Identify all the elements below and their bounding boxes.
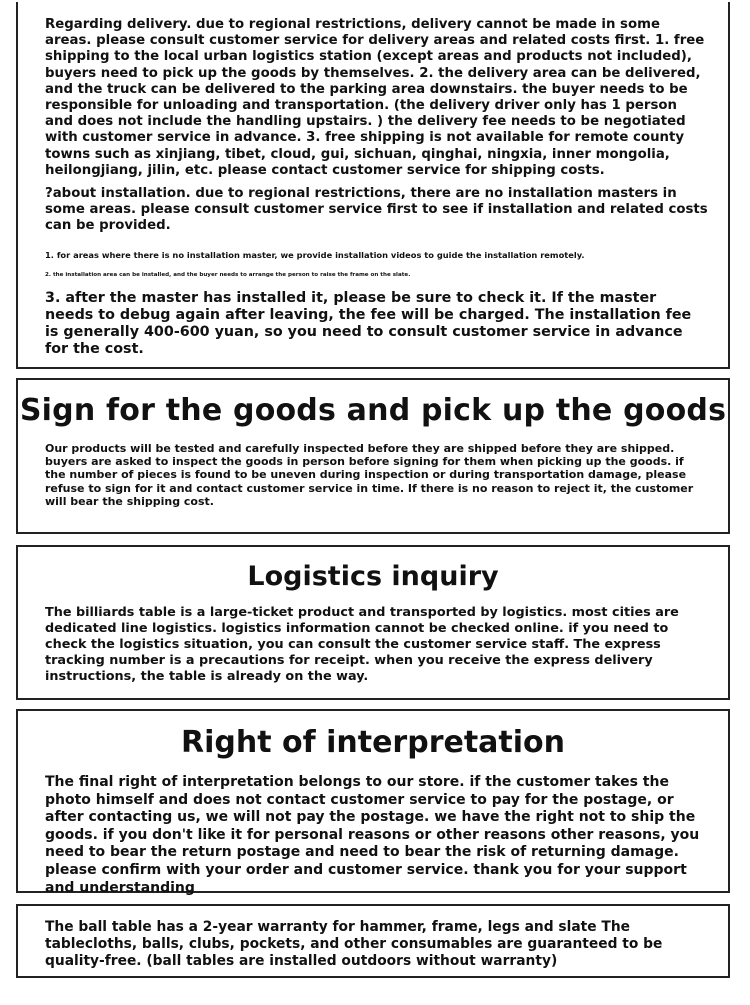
delivery-installation-section bbox=[16, 2, 730, 369]
warranty-section-body: The ball table has a 2-year warranty for hammer, frame, legs and slate The tablecloths, balls, clubs, pockets, and other consumables are guaranteed to be quality-free. (ball tables are installed outdoors without warranty) bbox=[45, 919, 663, 969]
installation-item-1: 1. for areas where there is no installation master, we provide installation videos to guide the installation remotely. bbox=[45, 249, 585, 260]
logistics-section-body: The billiards table is a large-ticket product and transported by logistics. most cities are dedicated line logistics. logistics information cannot be checked online. if you need to check the logistics situation, you can consult the customer service staff. The express tracking number is a precautions for receipt. when you receive the express delivery instructions, the table is already on the way. bbox=[45, 605, 679, 685]
sign-section-title: Sign for the goods and pick up the goods bbox=[19, 393, 727, 428]
logistics-section-title: Logistics inquiry bbox=[247, 561, 499, 592]
interpretation-section bbox=[16, 709, 730, 896]
warranty-section bbox=[16, 904, 730, 978]
installation-item-3: 3. after the master has installed it, please be sure to check it. If the master needs to debug again after leaving, the fee will be charged. The installation fee is generally 400-600 yuan, so you need to consult customer service in advance for the cost. bbox=[45, 289, 692, 357]
sign-for-goods-section bbox=[16, 378, 730, 534]
installation-intro: ?about installation. due to regional restrictions, there are no installation masters in some areas. please consult customer service first to see if installation and related costs can be provided. bbox=[45, 186, 708, 234]
sign-section-body: Our products will be tested and carefully inspected before they are shipped before they are shipped. buyers are asked to inspect the goods in person before signing for them when picking up the goods. if the number of pieces is found to be uneven during inspection or during transportation damage, please refuse to sign for it and contact customer service in time. If there is no reason to reject it, the customer will bear the shipping cost. bbox=[45, 442, 694, 508]
logistics-inquiry-section bbox=[16, 545, 730, 700]
delivery-paragraph: Regarding delivery. due to regional restrictions, delivery cannot be made in some areas. please consult customer service for delivery areas and related costs first. 1. free shipping to the local urban logistics station (except areas and products not included), buyers need to pick up the goods by themselves. 2. the delivery area can be delivered, and the truck can be delivered to the parking area downstairs. the buyer needs to be responsible for unloading and transportation. (the delivery driver only has 1 person and does not include the handling upstairs. ) the delivery fee needs to be negotiated with customer service in advance. 3. free shipping is not available for remote county towns such as xinjiang, tibet, cloud, gui, sichuan, qinghai, ningxia, inner mongolia, heilongjiang, jilin, etc. please contact customer service for shipping costs. bbox=[45, 17, 705, 178]
interpretation-section-body: The final right of interpretation belongs to our store. if the customer takes the photo himself and does not contact customer service to pay for the postage, or after contacting us, we will not pay the postage. we have the right not to ship the goods. if you don't like it for personal reasons or other reasons other reasons, you need to bear the return postage and need to bear the risk of returning damage. please confirm with your order and customer service. thank you for your support and understanding bbox=[45, 774, 700, 896]
installation-item-2: 2. the installation area can be installed, and the buyer needs to arrange the person to raise the frame on the slate. bbox=[45, 271, 411, 278]
interpretation-section-title: Right of interpretation bbox=[180, 725, 566, 760]
